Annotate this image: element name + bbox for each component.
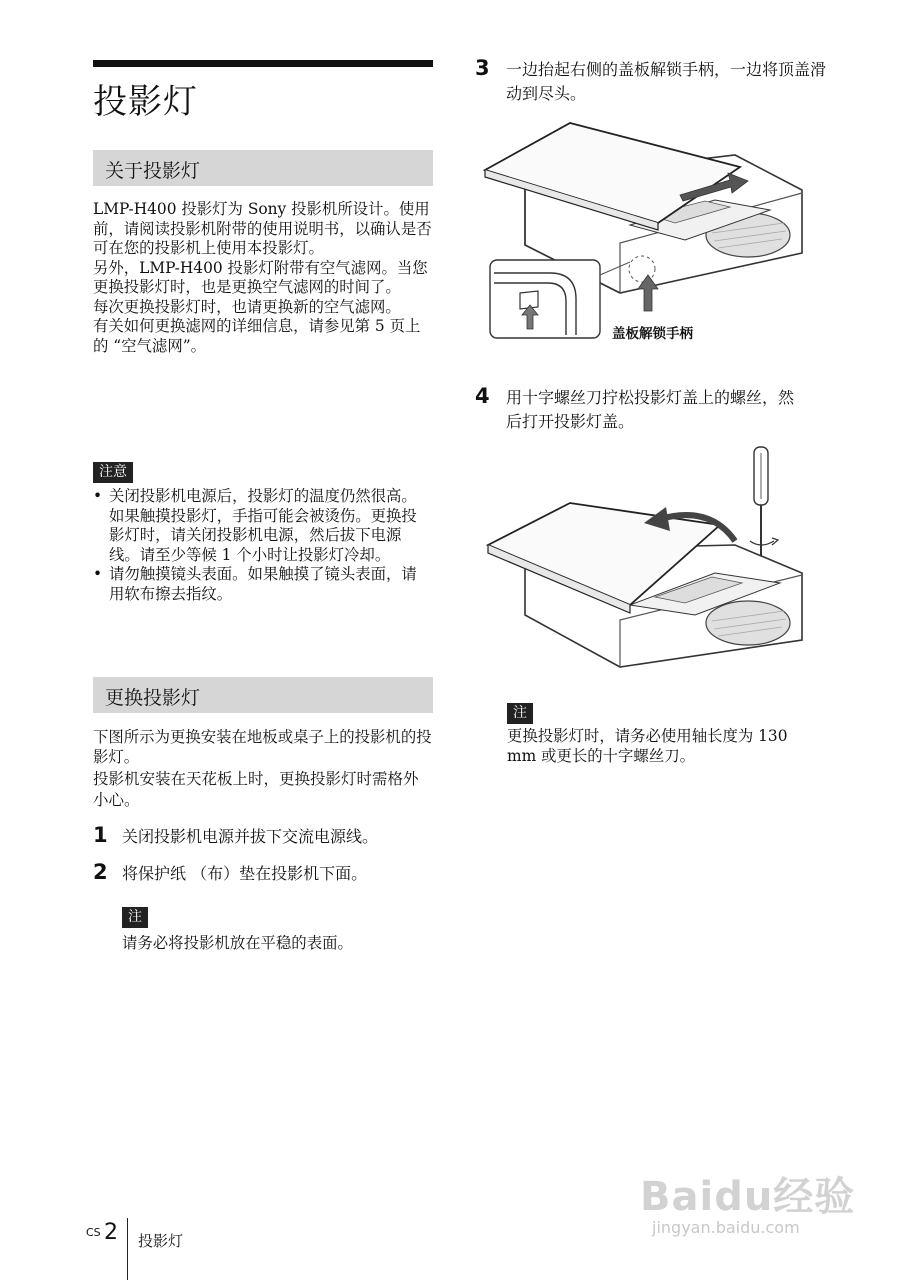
section-header-about (93, 150, 433, 186)
step4-note: 更换投影灯时，请务必使用轴长度为 130 mm 或更长的十字螺丝刀。 (507, 727, 788, 765)
section-title-replace: 更换投影灯 (105, 687, 201, 709)
figure-step4-illustration (480, 445, 810, 675)
about-body (93, 200, 435, 356)
about-paragraph: 每次更换投影灯时，也请更换新的空气滤网。 (93, 297, 401, 316)
watermark-brand: Baidu经验 (640, 1174, 856, 1220)
page-number: 2 (104, 1220, 118, 1245)
step-number: 2 (93, 860, 108, 884)
section-header-replace (93, 677, 433, 713)
footer-divider (127, 1218, 128, 1280)
step-text: 关闭投影机电源并拔下交流电源线。 (122, 827, 379, 846)
replace-intro: 下图所示为更换安装在地板或桌子上的投影机的投影灯。 (93, 728, 432, 766)
step-number: 1 (93, 823, 108, 847)
step-number: 4 (475, 384, 490, 408)
figure-step3-illustration (480, 115, 810, 345)
about-paragraph: 另外，LMP-H400 投影灯附带有空气滤网。当您更换投影灯时，也是更换空气滤网的时间了。 (93, 258, 428, 296)
note-badge: 注 (507, 703, 533, 724)
footer-prefix: CS (86, 1226, 101, 1239)
note-badge: 注 (122, 907, 148, 928)
figure3-callout: 盖板解锁手柄 (612, 326, 693, 342)
caution-item: • 请勿触摸镜头表面。如果触摸了镜头表面，请用软布擦去指纹。 (93, 565, 423, 604)
caution-list (93, 487, 423, 604)
step-text: 将保护纸 （布）垫在投影机下面。 (122, 864, 368, 883)
watermark-url: jingyan.baidu.com (652, 1218, 800, 1237)
caution-item: • 关闭投影机电源后，投影灯的温度仍然很高。如果触摸投影灯，手指可能会被烫伤。更换投影灯时，请关闭投影机电源，然后拔下电源线。请至少等候 1 个小时让投影灯冷却。 (93, 487, 423, 565)
step2-note: 请务必将投影机放在平稳的表面。 (122, 934, 353, 952)
replace-intro-bold: 投影机安装在天花板上时，更换投影灯时需格外小心。 (93, 770, 419, 809)
lens-grille (706, 601, 790, 645)
about-paragraph: LMP-H400 投影灯为 Sony 投影机所设计。使用前，请阅读投影机附带的使用说明书，以确认是否可在您的投影机上使用本投影灯。 (93, 200, 432, 257)
page-title: 投影灯 (93, 82, 198, 122)
title-rule (93, 60, 433, 67)
step-text: 一边抬起右侧的盖板解锁手柄，一边将顶盖滑动到尽头。 (506, 60, 827, 103)
section-title-about: 关于投影灯 (105, 160, 201, 182)
step-text: 用十字螺丝刀拧松投影灯盖上的螺丝，然后打开投影灯盖。 (506, 388, 795, 431)
caution-badge: 注意 (93, 462, 133, 483)
inset-detail (490, 260, 600, 338)
step-number: 3 (475, 56, 490, 80)
footer-section: 投影灯 (138, 1232, 184, 1250)
about-paragraph: 有关如何更换滤网的详细信息，请参见第 5 页上的 “空气滤网”。 (93, 317, 421, 355)
